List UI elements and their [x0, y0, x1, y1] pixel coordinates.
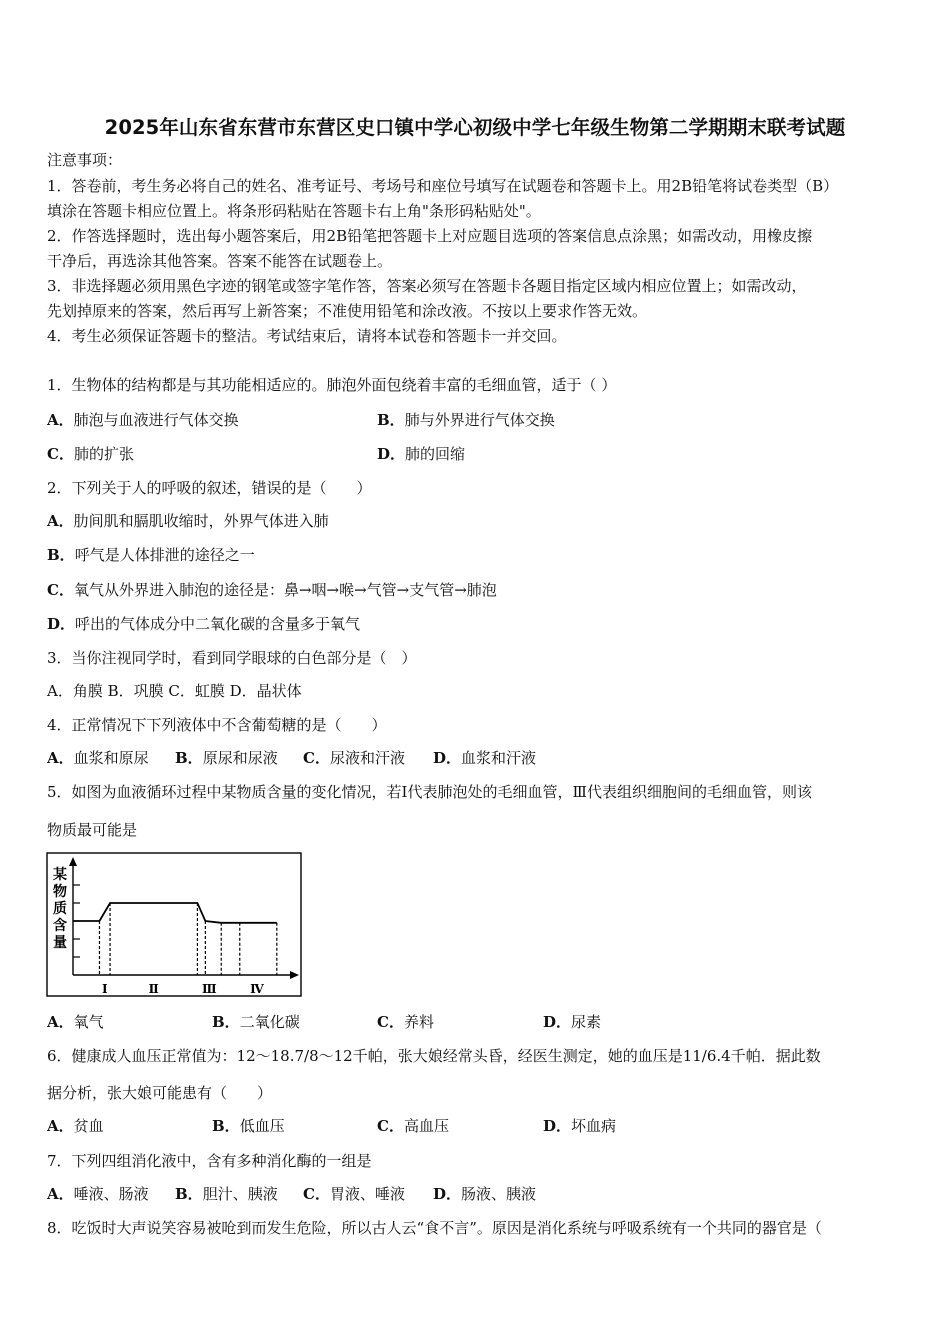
question-5-option-c: C．养料: [377, 1013, 434, 1031]
question-5-option-b: B．二氧化碳: [212, 1013, 300, 1031]
question-7-option-d: D．肠液、胰液: [433, 1185, 537, 1203]
question-4-stem: 4．正常情况下下列液体中不含葡萄糖的是（ ）: [47, 716, 387, 734]
x-tick-labels: [102, 982, 264, 996]
notice-line-4: 干净后，再选涂其他答案。答案不能答在试题卷上。: [47, 252, 393, 270]
question-4-option-b: B．原尿和尿液: [175, 749, 278, 767]
x-tick-label: Ⅰ: [101, 982, 108, 996]
y-label-char: 量: [53, 935, 67, 951]
y-label-char: 某: [53, 867, 67, 883]
question-6-option-d: D．坏血病: [543, 1117, 617, 1135]
question-2-option-c: C．氧气从外界进入肺泡的途径是：鼻→咽→喉→气管→支气管→肺泡: [47, 581, 497, 599]
x-axis-arrow: [290, 971, 299, 979]
question-6-option-c: C．高血压: [377, 1117, 449, 1135]
question-5-stem-line-2: 物质最可能是: [47, 821, 138, 839]
question-1-option-a: A．肺泡与血液进行气体交换: [47, 411, 239, 429]
section-dividers: [99, 903, 276, 975]
y-axis-label: [53, 866, 67, 951]
question-5-stem-line-1: 5．如图为血液循环过程中某物质含量的变化情况，若Ⅰ代表肺泡处的毛细血管，Ⅲ代表组织细胞间的毛细血管，则该: [47, 783, 812, 801]
x-tick-label: Ⅱ: [148, 982, 159, 996]
question-1-option-c: C．肺的扩张: [47, 445, 134, 463]
question-4-option-d: D．血浆和汗液: [433, 749, 537, 767]
question-7-option-c: C．胃液、唾液: [303, 1185, 405, 1203]
question-6-stem-line-1: 6．健康成人血压正常值为：12～18.7/8～12千帕，张大娘经常头昏，经医生测定，她的血压是11/6.4千帕．据此数: [47, 1047, 821, 1065]
y-label-char: 含: [53, 918, 67, 934]
question-2-stem: 2．下列关于人的呼吸的叙述，错误的是（ ）: [47, 479, 372, 497]
x-tick-label: Ⅳ: [250, 982, 264, 996]
question-7-option-b: B．胆汁、胰液: [175, 1185, 278, 1203]
question-1-option-b: B．肺与外界进行气体交换: [377, 411, 555, 429]
y-label-char: 物: [53, 884, 67, 900]
y-label-char: 质: [53, 901, 67, 917]
question-1-stem: 1．生物体的结构都是与其功能相适应的。肺泡外面包绕着丰富的毛细血管，适于（ ）: [47, 376, 617, 394]
notice-line-7: 4．考生必须保证答题卡的整洁。考试结束后，请将本试卷和答题卡一并交回。: [47, 327, 567, 345]
question-5-option-d: D．尿素: [543, 1013, 602, 1031]
notice-line-1: 1．答卷前，考生务必将自己的姓名、准考证号、考场号和座位号填写在试题卷和答题卡上。用2B铅笔将试卷类型（B）: [47, 177, 839, 195]
x-tick-label: Ⅲ: [202, 982, 217, 996]
question-6-stem-line-2: 据分析，张大娘可能患有（ ）: [47, 1084, 273, 1102]
question-2-option-d: D．呼出的气体成分中二氧化碳的含量多于氧气: [47, 615, 361, 633]
question-4-option-a: A．血浆和原尿: [47, 749, 149, 767]
question-5-option-a: A．氧气: [47, 1013, 104, 1031]
question-6-option-b: B．低血压: [212, 1117, 285, 1135]
series-line: [73, 903, 277, 923]
notice-line-3: 2．作答选择题时，选出每小题答案后，用2B铅笔把答题卡上对应题目选项的答案信息点涂黑；如需改动，用橡皮擦: [47, 227, 813, 245]
notice-heading: 注意事项：: [47, 151, 123, 169]
notice-line-6: 先划掉原来的答案，然后再写上新答案；不准使用铅笔和涂改液。不按以上要求作答无效。: [47, 302, 648, 320]
y-axis-arrow: [69, 857, 77, 866]
question-3-stem: 3．当你注视同学时，看到同学眼球的白色部分是（ ）: [47, 649, 417, 667]
notice-line-5: 3．非选择题必须用黑色字迹的钢笔或签字笔作答，答案必须写在答题卡各题目指定区域内相应位置上；如需改动，: [47, 277, 807, 295]
question-7-stem: 7．下列四组消化液中，含有多种消化酶的一组是: [47, 1152, 372, 1170]
question-2-option-b: B．呼气是人体排泄的途径之一: [47, 546, 255, 564]
question-7-option-a: A．唾液、肠液: [47, 1185, 149, 1203]
question-3-options: A．角膜 B．巩膜 C．虹膜 D．晶状体: [47, 682, 302, 700]
notice-line-2: 填涂在答题卡相应位置上。将条形码粘贴在答题卡右上角"条形码粘贴处"。: [47, 202, 541, 220]
substance-content-chart: [46, 852, 304, 998]
exam-title: 2025年山东省东营市东营区史口镇中学心初级中学七年级生物第二学期期末联考试题: [104, 116, 846, 139]
question-8-stem: 8．吃饭时大声说笑容易被呛到而发生危险，所以古人云“食不言”。原因是消化系统与呼吸系统有一个共同的器官是（: [47, 1219, 822, 1237]
question-1-option-d: D．肺的回缩: [377, 445, 466, 463]
question-4-option-c: C．尿液和汗液: [303, 749, 405, 767]
question-2-option-a: A．肋间肌和膈肌收缩时，外界气体进入肺: [47, 512, 329, 530]
question-6-option-a: A．贫血: [47, 1117, 104, 1135]
